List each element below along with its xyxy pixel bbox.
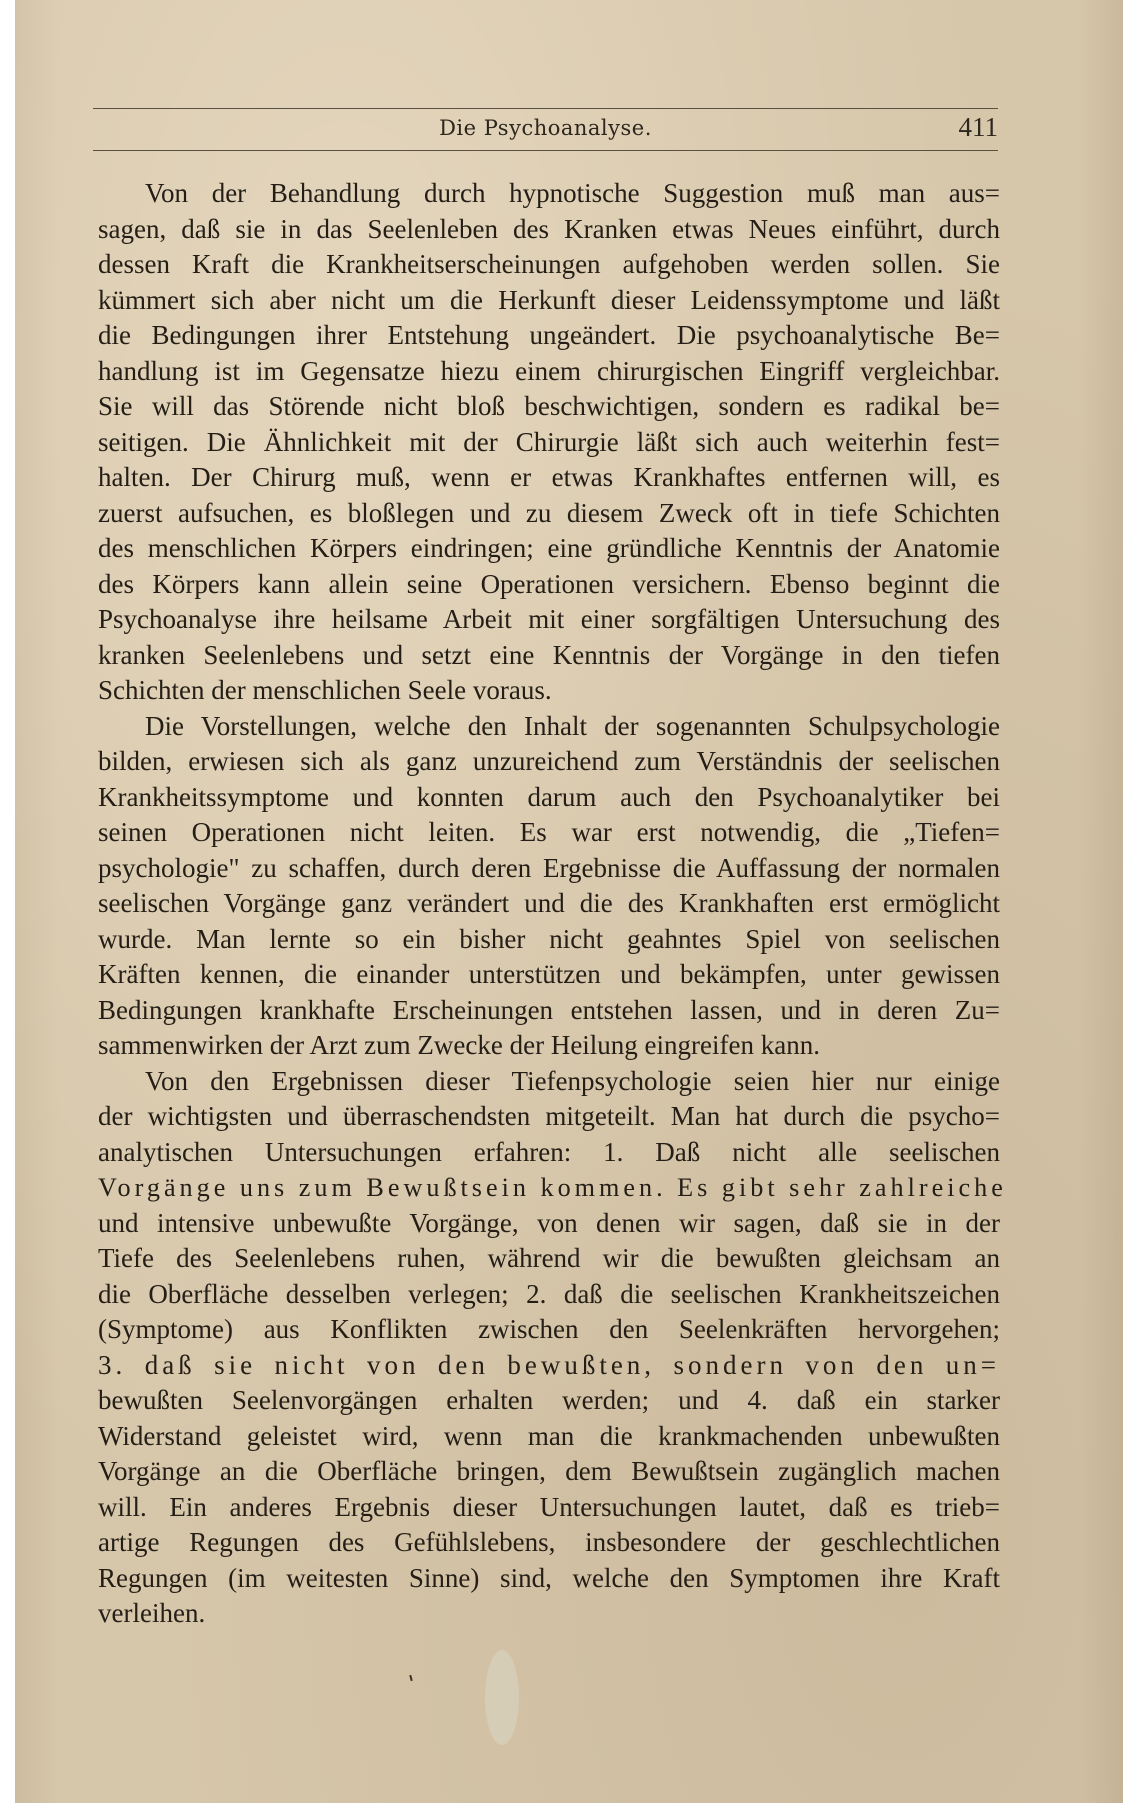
text-line: Bedingungen krankhafte Erscheinungen entstehen lassen, und in deren Zu= [98, 994, 1000, 1025]
paper-stain [485, 1650, 519, 1745]
text-line: sammenwirken der Arzt zum Zwecke der Heilung eingreifen kann. [98, 1030, 820, 1060]
text-line: seelischen Vorgänge ganz verändert und die des Krankhaften erst ermöglicht [98, 888, 1000, 918]
text-line: handlung ist im Gegensatze hiezu einem chirurgischen Eingriff vergleichbar. [98, 355, 1000, 386]
text-line: artige Regungen des Gefühlslebens, insbesondere der geschlechtlichen [98, 1527, 1000, 1557]
text-line: Psychoanalyse ihre heilsame Arbeit mit einer sorgfältigen Untersuchung des [98, 604, 1000, 634]
text-line: (Symptome) aus Konflikten zwischen den Seelenkräften hervorgehen; [98, 1314, 1000, 1344]
text-line: Kräften kennen, die einander unterstützen und bekämpfen, unter gewissen [98, 959, 1000, 989]
paragraph [98, 709, 1000, 1064]
text-line: bilden, erwiesen sich als ganz unzureichend zum Verständnis der seelischen [98, 746, 1000, 776]
book-page [15, 0, 1123, 1803]
body-text [98, 176, 1007, 1632]
text-line: Sie will das Störende nicht bloß beschwichtigen, sondern es radikal be= [98, 391, 1000, 421]
ink-speck [409, 1675, 412, 1681]
text-line: die Oberfläche desselben verlegen; 2. daß die seelischen Krankheitszeichen [98, 1278, 1000, 1309]
text-line: sagen, daß sie in das Seelenleben des Kranken etwas Neues einführt, durch [98, 213, 1000, 244]
running-header [93, 112, 998, 144]
text-line: der wichtigsten und überraschendsten mitgeteilt. Man hat durch die psycho= [98, 1101, 1000, 1131]
text-line: und intensive unbewußte Vorgänge, von denen wir sagen, daß sie in der [98, 1207, 1000, 1238]
text-line: 3. daß sie nicht von den bewußten, sondern von den un= [98, 1349, 1000, 1380]
text-line: Tiefe des Seelenlebens ruhen, während wir die bewußten gleichsam an [98, 1243, 1000, 1273]
text-line: Widerstand geleistet wird, wenn man die krankmachenden unbewußten [98, 1420, 1000, 1451]
text-line: Schichten der menschlichen Seele voraus. [98, 675, 552, 705]
text-line: zuerst aufsuchen, es bloßlegen und zu diesem Zweck oft in tiefe Schichten [98, 497, 1000, 528]
text-line: wurde. Man lernte so ein bisher nicht geahntes Spiel von seelischen [98, 923, 1000, 954]
text-line: halten. Der Chirurg muß, wenn er etwas Krankhaftes entfernen will, es [98, 462, 1000, 492]
text-line: Vorgänge uns zum Bewußtsein kommen. Es gibt sehr zahlreiche [98, 1173, 1007, 1202]
header-rule-bottom [93, 150, 998, 151]
text-line: kranken Seelenlebens und setzt eine Kenntnis der Vorgänge in den tiefen [98, 639, 1000, 670]
page-number: 411 [958, 112, 998, 142]
running-title: Die Psychoanalyse. [439, 116, 652, 140]
text-line: will. Ein anderes Ergebnis dieser Untersuchungen lautet, daß es trieb= [98, 1491, 1000, 1522]
text-line: Regungen (im weitesten Sinne) sind, welche den Symptomen ihre Kraft [98, 1562, 1000, 1593]
text-line: die Bedingungen ihrer Entstehung ungeändert. Die psychoanalytische Be= [98, 320, 1000, 350]
text-line: seitigen. Die Ähnlichkeit mit der Chirurgie läßt sich auch weiterhin fest= [98, 426, 1000, 457]
text-line: psychologie" zu schaffen, durch deren Ergebnisse die Auffassung der normalen [98, 852, 1000, 883]
paragraph [98, 1064, 1007, 1632]
paragraph [98, 176, 1000, 709]
text-line: Krankheitssymptome und konnten darum auch den Psychoanalytiker bei [98, 781, 1000, 812]
text-line: verleihen. [98, 1598, 206, 1628]
text-line: bewußten Seelenvorgängen erhalten werden; und 4. daß ein starker [98, 1385, 1000, 1415]
text-line: kümmert sich aber nicht um die Herkunft dieser Leidenssymptome und läßt [98, 284, 1000, 315]
header-rule-top [93, 108, 998, 109]
text-line: analytischen Untersuchungen erfahren: 1. Daß nicht alle seelischen [98, 1136, 1000, 1167]
text-line: des Körpers kann allein seine Operationen versichern. Ebenso beginnt die [98, 568, 1000, 599]
text-line: dessen Kraft die Krankheitserscheinungen aufgehoben werden sollen. Sie [98, 249, 1000, 279]
text-line: Die Vorstellungen, welche den Inhalt der sogenannten Schulpsychologie [145, 710, 1000, 741]
text-line: Von den Ergebnissen dieser Tiefenpsychologie seien hier nur einige [145, 1065, 1000, 1096]
text-line: des menschlichen Körpers eindringen; eine gründliche Kenntnis der Anatomie [98, 533, 1000, 563]
text-line: Von der Behandlung durch hypnotische Suggestion muß man aus= [145, 178, 1000, 208]
text-line: Vorgänge an die Oberfläche bringen, dem Bewußtsein zugänglich machen [98, 1456, 1000, 1486]
text-line: seinen Operationen nicht leiten. Es war erst notwendig, die „Tiefen= [98, 817, 1000, 847]
